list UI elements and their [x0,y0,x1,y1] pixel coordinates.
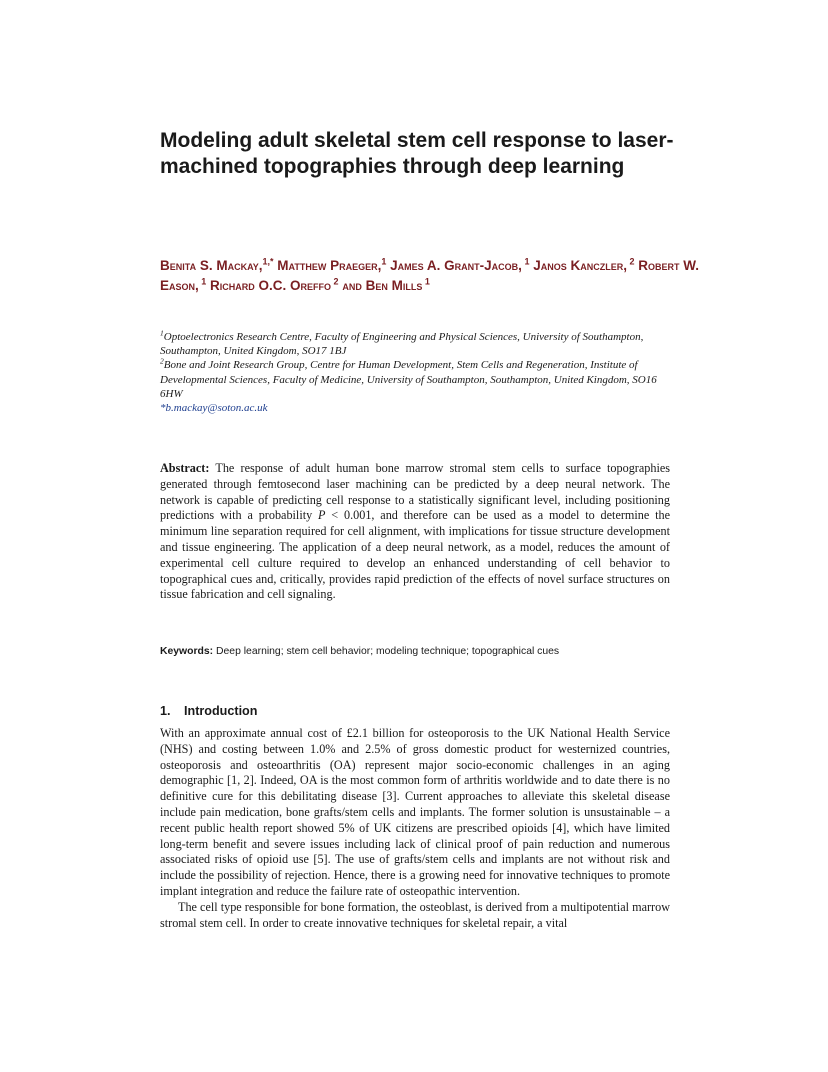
keywords-label: Keywords: [160,646,214,657]
email-link[interactable]: *b.mackay@soton.ac.uk [160,402,268,415]
author-name: and Ben Mills [342,278,423,293]
keywords [160,645,720,659]
author-name: Richard O.C. Oreffo [210,278,332,293]
author-list [160,256,700,296]
abstract-label: Abstract: [160,461,210,475]
affiliation-mark: 1 [160,328,164,338]
abstract [160,461,670,603]
affiliation-text: Optoelectronics Research Centre, Faculty of Engineering and Physical Sciences, University of Southampton, Southampton, United Kingdom, SO17 1BJ [160,331,644,358]
affiliation-mark: 2 [160,356,164,366]
abstract-text-continued: < 0.001, and therefore can be used as a model to determine the minimum line separation required for cell alignment, with implications for tissue structure development and tissue engineering. The application of a deep neural network, as a model, reduces the amount of experimental cell culture required to develop an enhanced understanding of cell behavior to topographical cues and, critically, provides rapid prediction of the effects of novel surface structures on tissue fabrication and cell signaling. [160,508,670,602]
affiliation-1 [160,330,660,358]
introduction-body [160,726,670,931]
section-title: Introduction [184,704,258,718]
author-name: Robert W. Eason, [160,258,700,293]
author-name: Matthew Praeger, [277,258,382,273]
affiliations-block [160,330,660,415]
corresponding-email[interactable] [160,401,660,415]
abstract-text: The response of adult human bone marrow stromal stem cells to surface topographies generated through femtosecond laser machining can be predicted by a deep neural network. The network is capable of predicting cell response to a statistically significant level, including positioning predictions with a probability [160,461,670,523]
abstract-p-symbol: P [318,508,326,523]
paper-title: Modeling adult skeletal stem cell response to laser-machined topographies through deep learning [160,129,674,178]
keywords-text: Deep learning; stem cell behavior; modeling technique; topographical cues [213,646,560,657]
affiliation-text: Bone and Joint Research Group, Centre for Human Development, Stem Cells and Regeneration, Institute of Developmental Sciences, Faculty of Medicine, University of Southampton, Southampton, United Kingdom, SO16 6HW [160,359,657,400]
author-name: James A. Grant-Jacob, [390,258,522,273]
author-name: Benita S. Mackay, [160,258,263,273]
author-affiliation-mark: 1,* [262,256,274,267]
author-affiliation-mark: 1 [422,276,430,287]
author-affiliation-mark: 2 [626,256,635,267]
section-number: 1. [160,704,171,718]
paragraph: The cell type responsible for bone formation, the osteoblast, is derived from a multipotential marrow stromal stem cell. In order to create innovative techniques for skeletal repair, a vital [160,899,670,930]
author-affiliation-mark: 1 [198,276,207,287]
author-name: Janos Kanczler, [533,258,627,273]
author-affiliation-mark: 2 [331,276,339,287]
affiliation-2 [160,358,660,401]
author-affiliation-mark: 1 [521,256,530,267]
section-heading-introduction [160,703,257,719]
paragraph: With an approximate annual cost of £2.1 billion for osteoporosis to the UK National Health Service (NHS) and costing between 1.0% and 2.5% of gross domestic product for westernized countries, osteoporosis and osteoarthritis (OA) represent major socio-economic challenges in an aging demographic [1, 2]. Indeed, OA is the most common form of arthritis worldwide and to date there is no definitive cure for this debilitating disease [3]. Current approaches to alleviate this skeletal disease include pain medication, bone grafts/stem cells and implants. The former solution is unsustainable – a recent public health report showed 5% of UK citizens are prescribed opioids [4], which have limited long-term benefit and severe issues including lack of clinical proof of pain reduction and numerous associated risks of opioid use [5]. The use of grafts/stem cells and implants are not without risk and include the possibility of rejection. Hence, there is a growing need for innovative techniques to promote implant integration and reduce the failure rate of osteopathic intervention. [160,726,670,898]
author-affiliation-mark: 1 [381,256,387,267]
